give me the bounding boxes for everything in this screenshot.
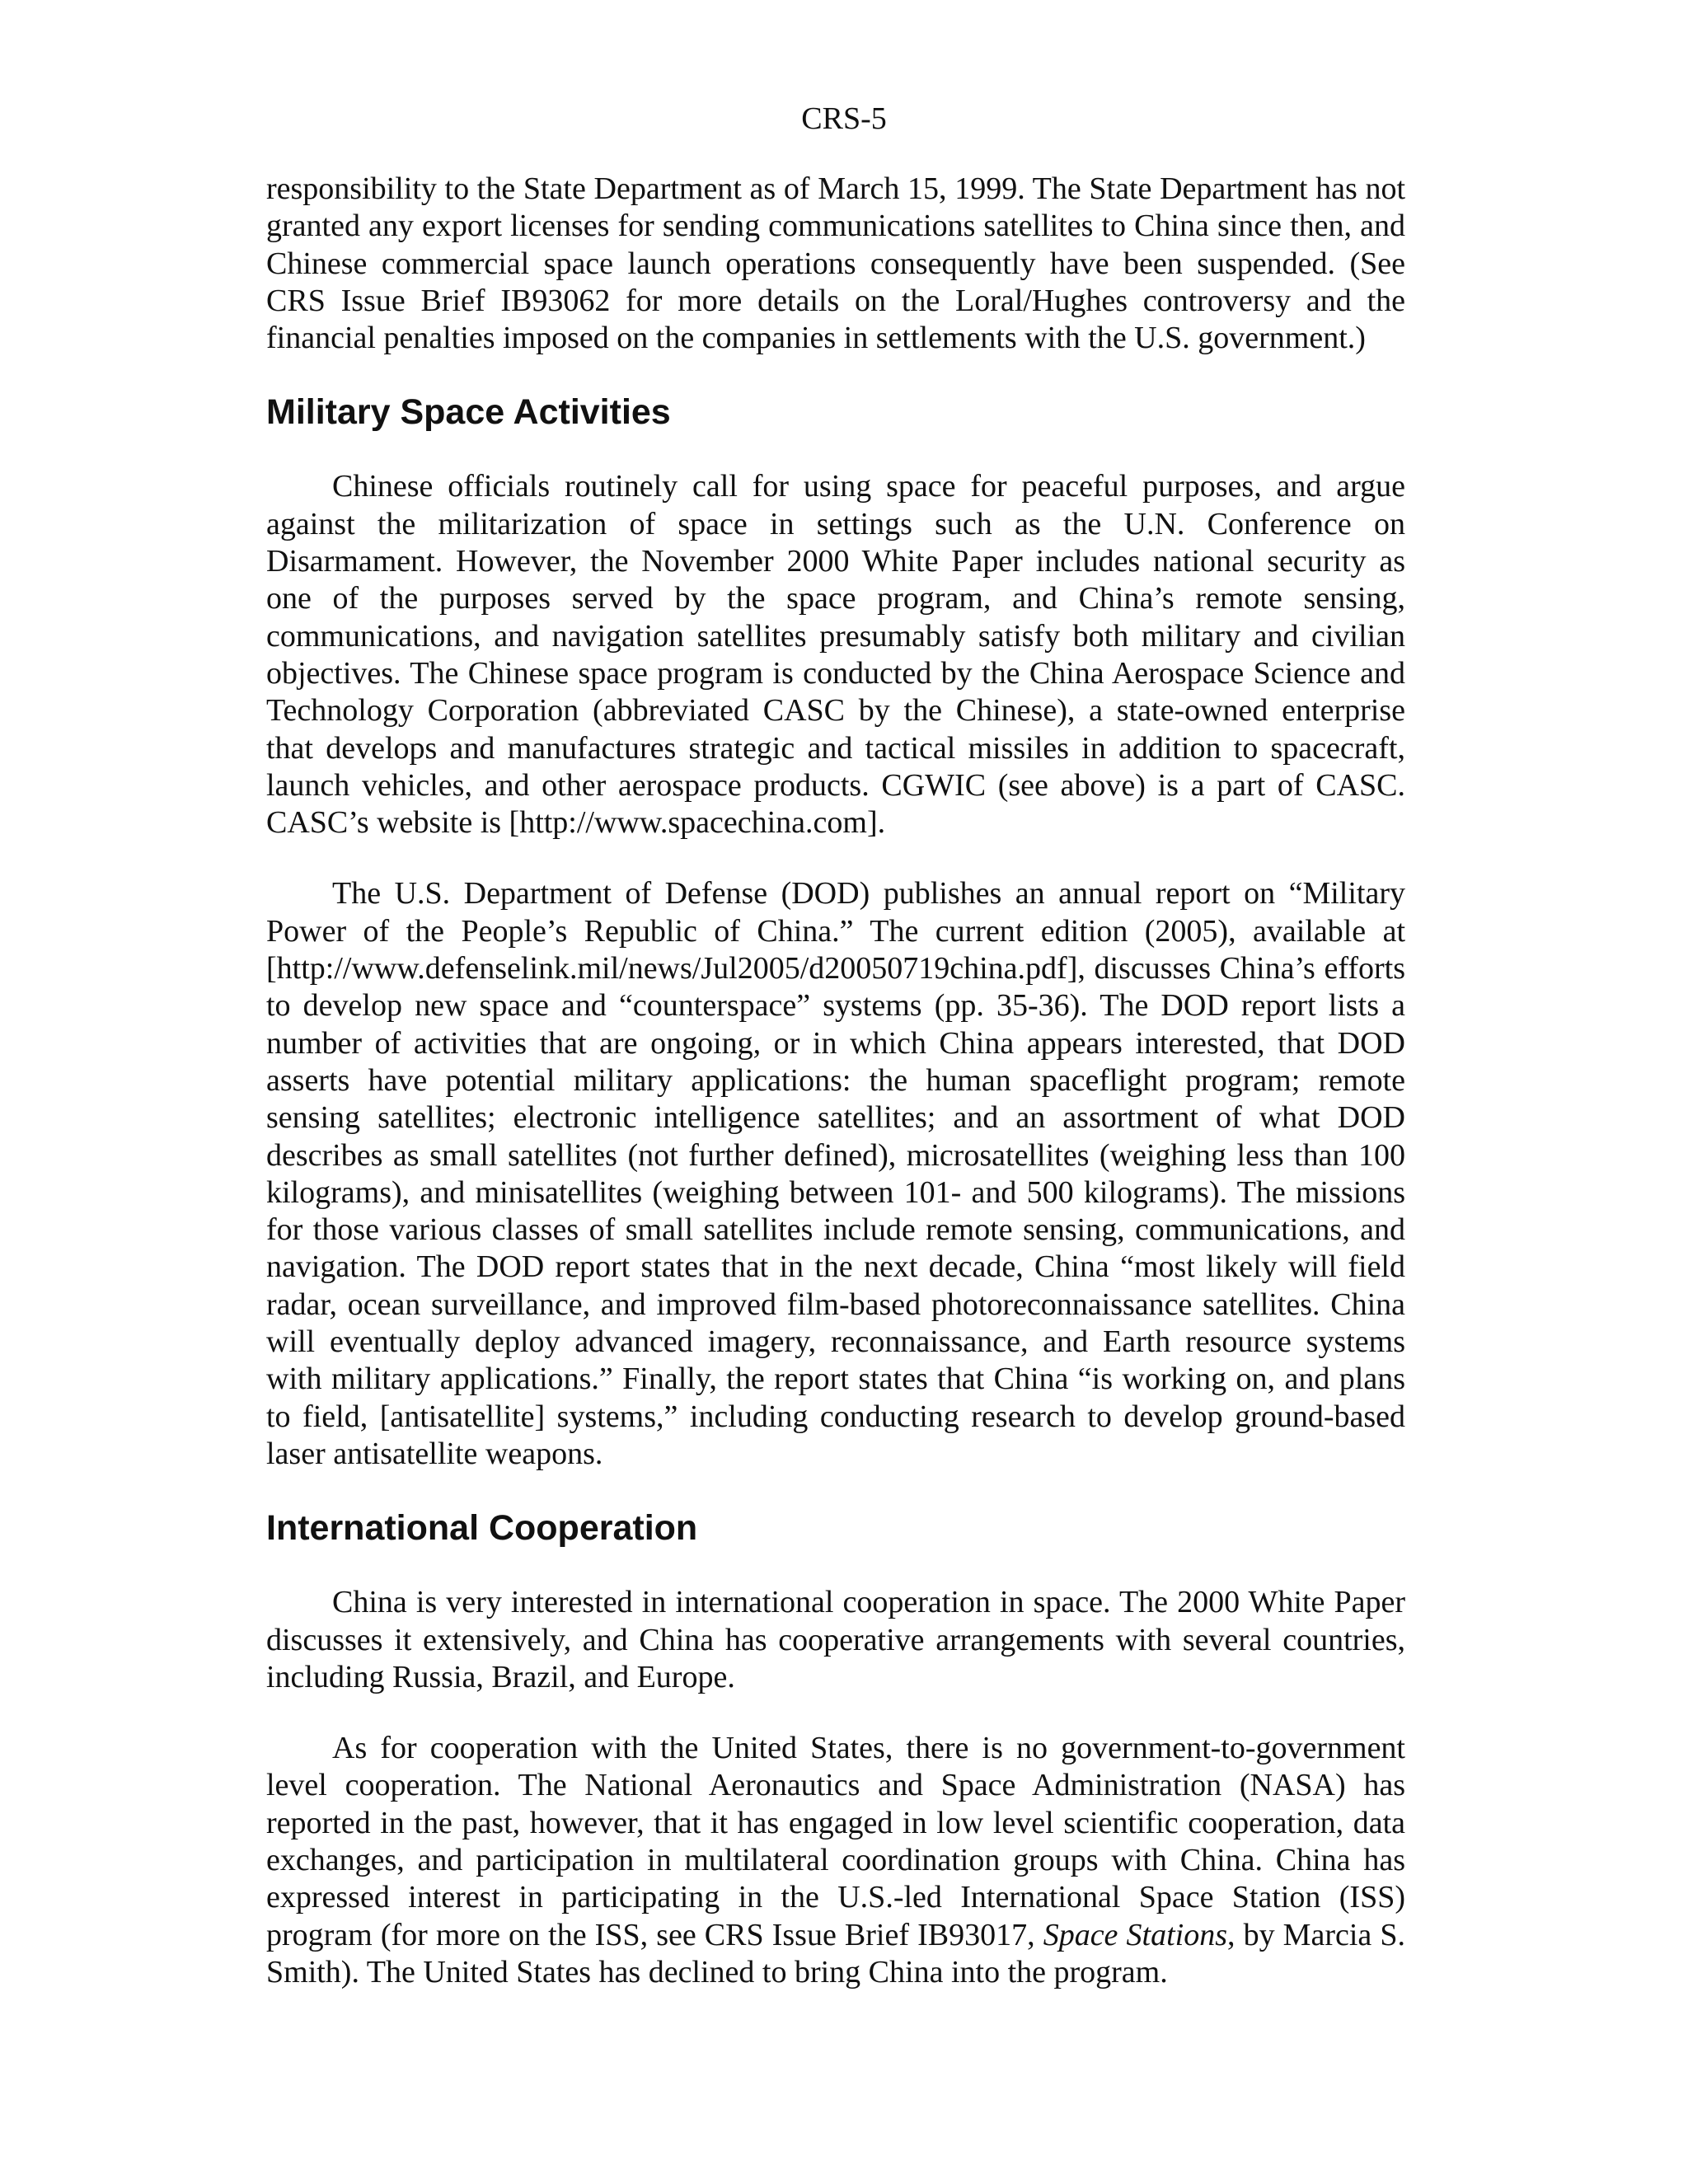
military-paragraph-2: The U.S. Department of Defense (DOD) publishes an annual report on “Military Power of the People’s Republic of China.” The current edition (2005), available at [http://www.defenselink.mil/news/Jul2005/d20050719china.pdf], discusses China’s efforts to develop new space and “counterspace” systems (pp. 35-36). The DOD report lists a number of activities that are ongoing, or in which China appears interested, that DOD asserts have potential military applications: the human spaceflight program; remote sensing satellites; electronic intelligence satellites; and an assortment of what DOD describes as small satellites (not further defined), microsatellites (weighing less than 100 kilograms), and minisatellites (weighing between 101- and 500 kilograms). The missions for those various classes of small satellites include remote sensing, communications, and navigation. The DOD report states that in the next decade, China “most likely will field radar, ocean surveillance, and improved film-based photoreconnaissance satellites. China will eventually deploy advanced imagery, reconnaissance, and Earth resource systems with military applications.” Finally, the report states that China “is working on, and plans to field, [antisatellite] systems,” including conducting research to develop ground-based laser antisatellite weapons. <box>266 876 1405 1471</box>
international-paragraph-2 <box>266 1730 1405 1991</box>
military-paragraph-1: Chinese officials routinely call for using space for peaceful purposes, and argue against the militarization of space in settings such as the U.N. Conference on Disarmament. However, the November 2000 White Paper includes national security as one of the purposes served by the space program, and China’s remote sensing, communications, and navigation satellites presumably satisfy both military and civilian objectives. The Chinese space program is conducted by the China Aerospace Science and Technology Corporation (abbreviated CASC by the Chinese), a state-owned enterprise that develops and manufactures strategic and tactical missiles in addition to spacecraft, launch vehicles, and other aerospace products. CGWIC (see above) is a part of CASC. CASC’s website is [http://www.spacechina.com]. <box>266 469 1405 841</box>
military-space-heading: Military Space Activities <box>266 392 671 433</box>
page-header: CRS-5 <box>801 101 887 136</box>
space-stations-title: Space Stations <box>1043 1917 1227 1952</box>
page-content <box>266 171 1405 1991</box>
international-paragraph-2-text-a: As for cooperation with the United States, there is no government-to-government level cooperation. The National Aeronautics and Space Administration (NASA) has reported in the past, however, that it has engaged in low level scientific cooperation, data exchanges, and participation in multilateral coordination groups with China. China has expressed interest in participating in the U.S.-led International Space Station (ISS) program (for more on the ISS, see CRS Issue Brief IB93017, <box>266 1731 1405 1952</box>
intro-paragraph: responsibility to the State Department as of March 15, 1999. The State Department has not granted any export licenses for sending communications satellites to China since then, and Chinese commercial space launch operations consequently have been suspended. (See CRS Issue Brief IB93062 for more details on the Loral/Hughes controversy and the financial penalties imposed on the companies in settlements with the U.S. government.) <box>266 171 1405 356</box>
international-paragraph-2-text-b: , by Marcia S. Smith). The United States has declined to bring China into the program. <box>266 1917 1406 1990</box>
international-paragraph-1: China is very interested in international cooperation in space. The 2000 White Paper discusses it extensively, and China has cooperative arrangements with several countries, including Russia, Brazil, and Europe. <box>266 1585 1405 1694</box>
international-cooperation-heading: International Cooperation <box>266 1508 698 1549</box>
